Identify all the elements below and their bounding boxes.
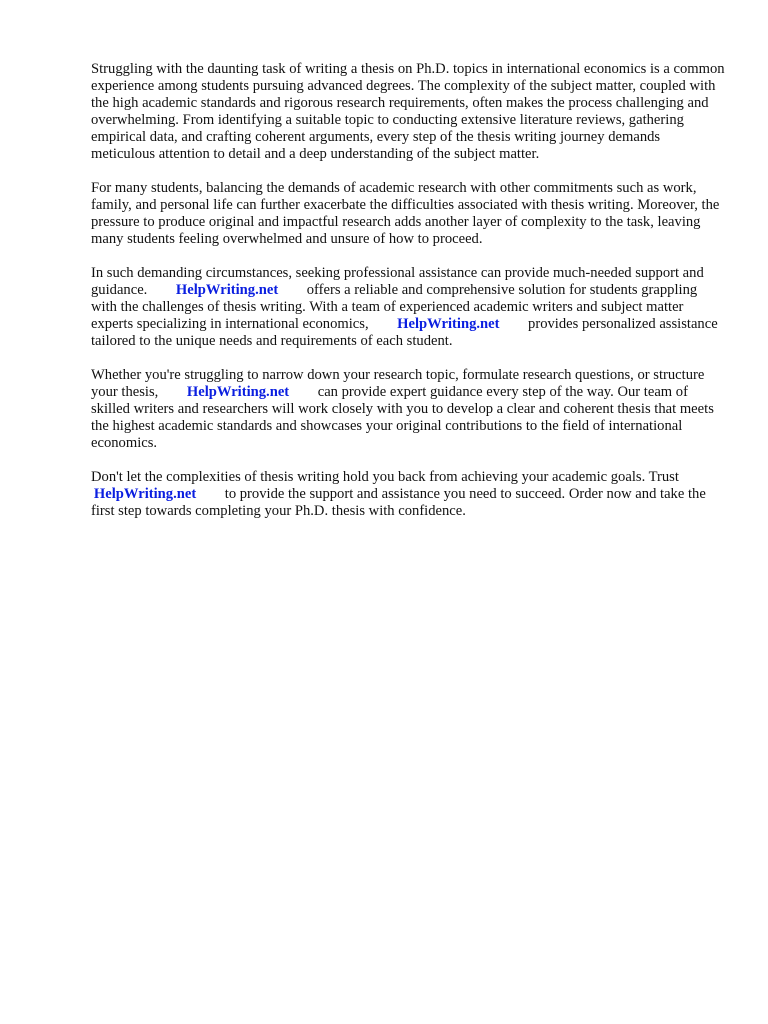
paragraph-challenges-text: For many students, balancing the demands of academic research with other commitments such as work, family, and personal life can further exacerbate the difficulties associated with thesis writing. Moreover, the pressure to produce original and impactful research adds another layer of complexity to the task, leaving many students feeling overwhelmed and unsure of how to proceed. — [91, 180, 720, 247]
helpwriting-link-2[interactable]: HelpWriting.net — [397, 316, 500, 332]
paragraph-intro — [91, 61, 726, 163]
paragraph-closing — [91, 469, 726, 520]
paragraph-guidance-text-2: can provide expert guidance every step of the way. Our team of skilled writers and researchers will work closely with you to develop a clear and coherent thesis that meets the highest academic standards and showcases your original contributions to the field of international economics. — [91, 384, 714, 451]
paragraph-closing-text-2: to provide the support and assistance you need to succeed. Order now and take the first step towards completing your Ph.D. thesis with confidence. — [91, 486, 706, 519]
paragraph-challenges — [91, 180, 726, 248]
paragraph-assistance-text-3: provides personalized assistance tailored to the unique needs and requirements of each student. — [91, 316, 718, 349]
paragraph-assistance-text-1: In such demanding circumstances, seeking professional assistance can provide much-needed support and guidance. — [91, 265, 704, 298]
document-body — [91, 61, 726, 537]
helpwriting-link-1[interactable]: HelpWriting.net — [175, 282, 279, 298]
paragraph-guidance — [91, 367, 726, 452]
helpwriting-link-4[interactable]: HelpWriting.net — [93, 486, 197, 502]
paragraph-intro-text: Struggling with the daunting task of writing a thesis on Ph.D. topics in international economics is a common experience among students pursuing advanced degrees. The complexity of the subject matter, coupled with the high academic standards and rigorous research requirements, often makes the process challenging and overwhelming. From identifying a suitable topic to conducting extensive literature reviews, gathering empirical data, and crafting coherent arguments, every step of the thesis writing journey demands meticulous attention to detail and a deep understanding of the subject matter. — [91, 61, 725, 162]
paragraph-assistance-text-2: offers a reliable and comprehensive solution for students grappling with the challenges of thesis writing. With a team of experienced academic writers and subject matter experts specializing in international economics, — [91, 282, 698, 332]
paragraph-guidance-text-1: Whether you're struggling to narrow down your research topic, formulate research questions, or structure your thesis, — [91, 367, 705, 400]
paragraph-closing-text-1: Don't let the complexities of thesis writing hold you back from achieving your academic goals. Trust — [91, 469, 679, 485]
paragraph-assistance — [91, 265, 726, 350]
helpwriting-link-3[interactable]: HelpWriting.net — [186, 384, 290, 400]
